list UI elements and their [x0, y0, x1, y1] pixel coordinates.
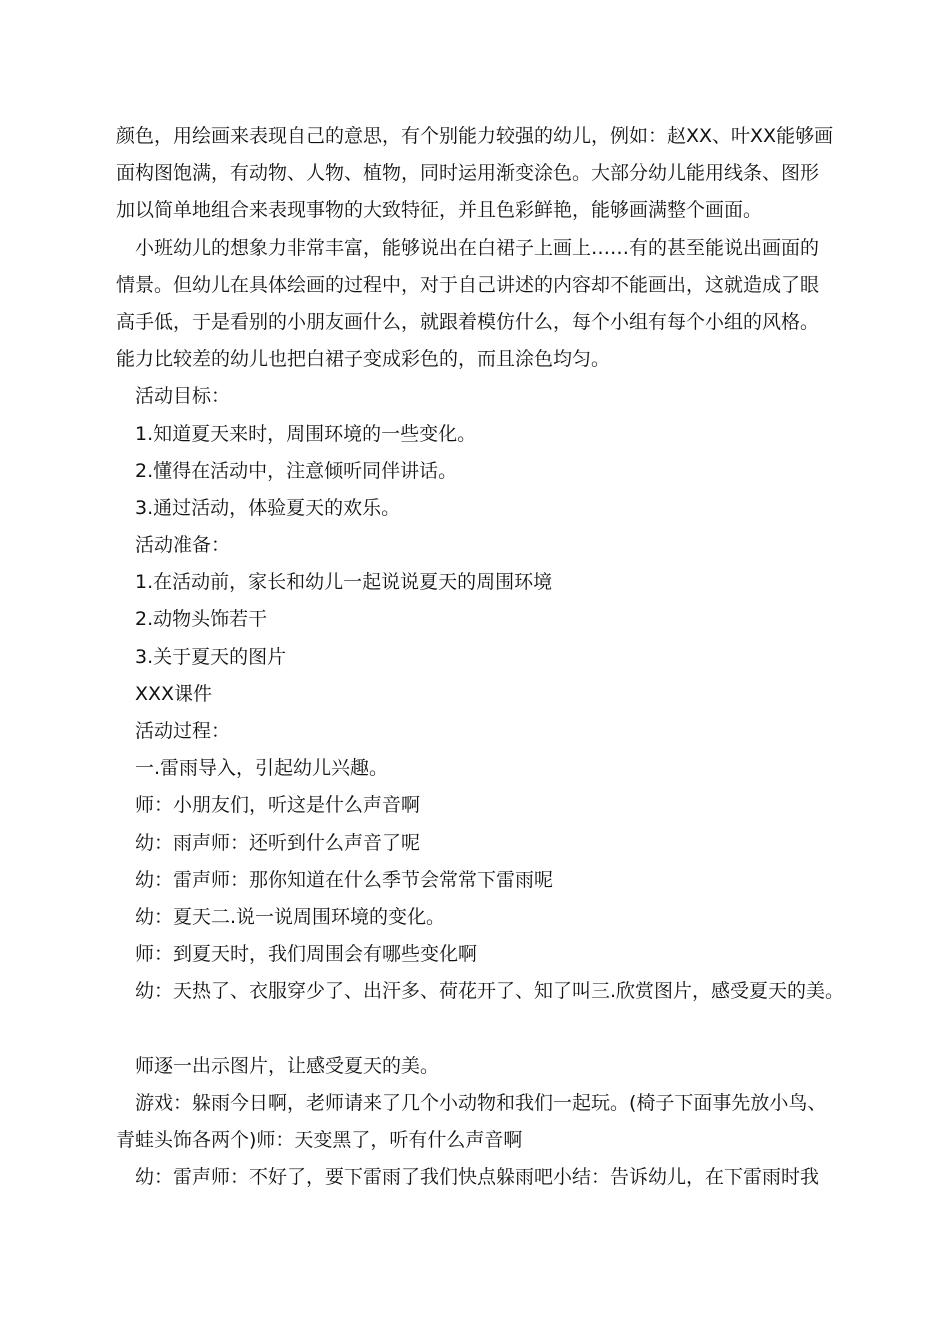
goals-list: [116, 416, 846, 528]
text-line: 能力比较差的幼儿也把白裙子变成彩色的，而且涂色均匀。: [116, 348, 611, 371]
list-item: 师：到夏天时，我们周围会有哪些变化啊: [135, 943, 478, 966]
list-item: 师：小朋友们，听这是什么声音啊: [135, 794, 421, 817]
text-line: 师逐一出示图片，让感受夏天的美。: [135, 1054, 440, 1077]
text-line: 青蛙头饰各两个)师：天变黑了，听有什么声音啊: [116, 1129, 523, 1152]
list-item: 幼：雨声师：还听到什么声音了呢: [135, 831, 421, 854]
text-line: 情景。但幼儿在具体绘画的过程中，对于自己讲述的内容却不能画出，这就造成了眼: [116, 273, 820, 296]
list-item: 2.动物头饰若干: [135, 608, 268, 631]
section-heading-goals: 活动目标：: [135, 385, 231, 408]
list-item: 幼：雷声师：那你知道在什么季节会常常下雷雨呢: [135, 868, 554, 891]
list-item: 1.在活动前，家长和幼儿一起说说夏天的周围环境: [135, 571, 553, 594]
preparation-list: [116, 564, 846, 713]
paragraph-imagination: [116, 230, 846, 379]
document-page: [116, 118, 846, 1196]
text-line: 小班幼儿的想象力非常丰富，能够说出在白裙子上画上……有的甚至能说出画面的: [135, 236, 820, 259]
blank-line: [116, 1011, 846, 1048]
list-item: 一.雷雨导入，引起幼儿兴趣。: [135, 757, 389, 780]
text-line: 面构图饱满，有动物、人物、植物，同时运用渐变涂色。大部分幼儿能用线条、图形: [116, 162, 820, 185]
text-line: 加以简单地组合来表现事物的大致特征，并且色彩鲜艳，能够画满整个画面。: [116, 199, 763, 222]
paragraph-drawing-skills: [116, 118, 846, 230]
list-item: 3.通过活动，体验夏天的欢乐。: [135, 496, 401, 519]
list-item: 2.懂得在活动中，注意倾听同伴讲话。: [135, 459, 458, 482]
list-item: 1.知道夏天来时，周围环境的一些变化。: [135, 422, 477, 445]
text-line: 游戏：躲雨今日啊，老师请来了几个小动物和我们一起玩。(椅子下面事先放小鸟、: [135, 1091, 827, 1114]
list-item: 3.关于夏天的图片: [135, 645, 287, 668]
text-line: 高手低，于是看别的小朋友画什么，就跟着模仿什么，每个小组有每个小组的风格。: [116, 310, 820, 333]
list-item: XXX课件: [135, 682, 213, 705]
process-list: [116, 750, 846, 1010]
list-item: 幼：夏天二.说一说周围环境的变化。: [135, 905, 446, 928]
section-heading-process: 活动过程：: [135, 720, 231, 742]
section-heading-preparation: 活动准备：: [135, 534, 231, 557]
text-line: 幼：雷声师：不好了，要下雷雨了我们快点躲雨吧小结：告诉幼儿，在下雷雨时我: [135, 1166, 820, 1189]
list-item: 幼：天热了、衣服穿少了、出汗多、荷花开了、知了叫三.欣赏图片，感受夏天的美。: [135, 980, 845, 1003]
text-line: 颜色，用绘画来表现自己的意思，有个别能力较强的幼儿，例如：赵XX、叶XX能够画: [116, 125, 834, 147]
